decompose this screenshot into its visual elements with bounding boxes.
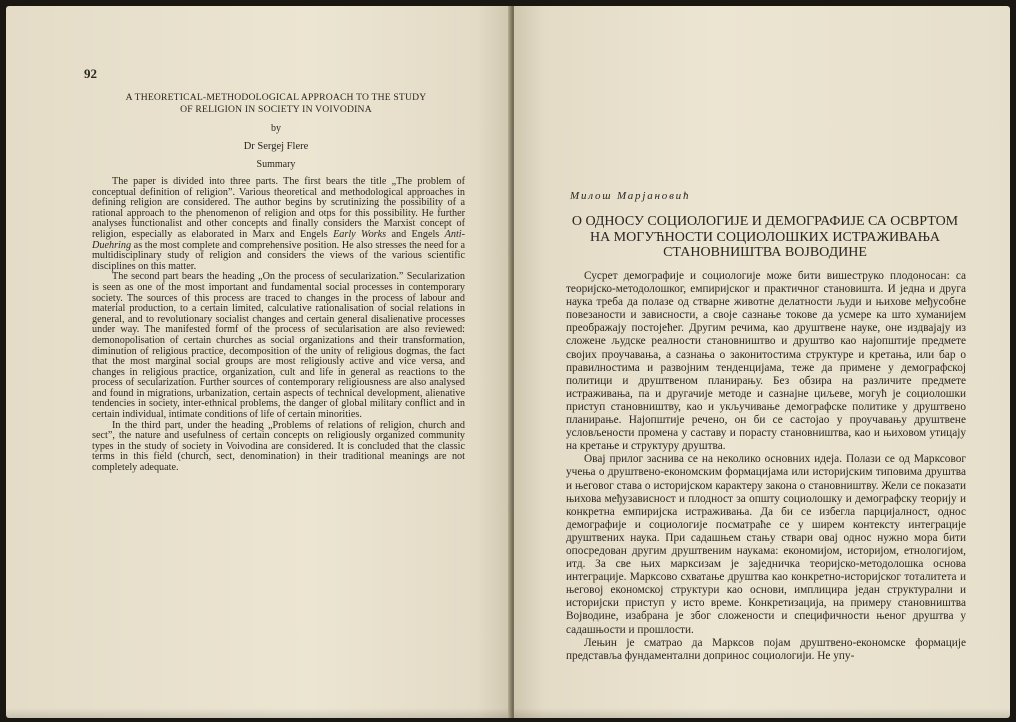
title-line: О ОДНОСУ СОЦИОЛОГИЈЕ И ДЕМОГРАФИЈЕ СА ОСВРТОМ — [571, 214, 959, 229]
title-line: A THEORETICAL-METHODOLOGICAL APPROACH TO THE STUDY — [125, 92, 427, 103]
article-author: Милош Марјановић — [570, 190, 691, 202]
article-paragraph-3: Лењин је сматрао да Марксов појам друштвено-економске формације представља фундаментални допринос социологији. Не упу- — [566, 636, 966, 662]
summary-paragraph-1: The paper is divided into three parts. The first bears the title „The problem of conceptual definition of religion”. Various theoretical and methodological approaches in defining religion are considered. The author begins by scrutinizing the possibility of a rational approach to the phenomenon of religion and otps for this possibility. He further analyses functionalist and other concepts and finally considers the Marxist concept of religion, especially as elaborated in Marx and Engels Early Works and Engels Anti-Duehring as the most complete and comprehensive position. He also stresses the need for a multidisciplinary study of religion and considers the views of the various scientific disciplines on this matter. — [92, 176, 465, 272]
summary-body — [92, 177, 465, 474]
summary-paragraph-2: The second part bears the heading „On the process of secularization.” Secularization is seen as one of the most important and fundamental social processes in contemporary society. The sources of this process are traced to changes in the process of labour and material production, to a certain limited, calculative rationalisation of social relations in general, and to revolutionary socialist changes and certain general disalienative processes under way. The manifested formf of the process of secularisation are also reviewed: demonopolisation of certain churches as social organizations and their transformation, diminution of religious practice, decomposition of the unity of religious dogmas, the fact that the most marginal social groups are most religiously active and vice versa, and changes in religious practice, organization, cult and life in general as reactions to the process of secularization. Further sources of contemporary religiousness are also analysed and found in migrations, urbanization, certain aspects of technical development, alienative tendencies in society, inter-ethnical problems, the danger of global military conflict and in certain individual, intimate conditions of life of certain minorities. — [92, 271, 465, 421]
summary-paragraph-3: In the third part, under the heading „Problems of relations of religion, church and sect”, the nature and usefulness of certain concepts on religiously organized community types in the study of society in Voivodina are considered. It is concluded that the classic terms in this field (church, sect, denomination) in their traditional meanings are not completely adequate. — [92, 419, 465, 474]
italic-work-title: Early Works — [333, 228, 387, 240]
article-body — [566, 270, 966, 663]
title-line: OF RELIGION IN SOCIETY IN VOIVODINA — [180, 104, 372, 115]
page-number: 92 — [84, 66, 97, 81]
summary-heading: Summary — [256, 159, 296, 170]
title-line: СТАНОВНИШТВА ВОЈВОДИНЕ — [663, 245, 867, 260]
article-paragraph-2: Овај прилог заснива се на неколико основних идеја. Полази се од Марксовог учења о друштвено-економским формацијама или историјским типовима друштва и његовог става о историјском карактеру закона о становништву. Жели се показати њихова међузависност и плодност за општу социолошку и демографску теорију и конкретна емпиријска истраживања. Да би се избегла парцијалност, однос демографије и социологије посматраће се у ширем контексту интеграције друштвених наука. При садашњем стању ствари овај однос нужно мора бити опосредован другим друштвеним наукама: економијом, историјом, етнологијом, итд. За све њих марксизам је заједничка теоријско-методолошка основа интеграције. Марксово схватање друштва као конкретно-историјског тоталитета и његовој економској структури као основи, имплицира један структурални и историјски приступ у исто време. Конкретизација, на примеру становништва Војводине, изабрана је због сложености и специфичности њеног друштва у садашњости и прошлости. — [566, 453, 966, 636]
article-title-english — [102, 92, 450, 116]
article-title-serbian — [564, 214, 966, 261]
article-paragraph-1: Сусрет демографије и социологије може бити вишеструко плодоносан: са теоријско-методолошког, емпиријског и практичног становишта. И једна и друга наука треба да полазе од стварне животне делатности људи и њихове међусобне повезаности и зависности, а своје сазнање токове да усмере ка што хуманијем преображају постојећег. Другим речима, као друштвене науке, оне издвајају из сложене људске реалности становништво и друштво као најопштије предмете својих проучавања, а сазнања о законитостима структуре и кретања, или бар о правилностима и развојним тенденцијама, теже да примене у демографској политици и друштвеном планирању. Без обзира на различите предмете истраживања, па и другачије методе и сазнајне циљеве, могућ је социолошки приступ становништву, као и укључивање демографске политике у друштвено планирање. Најопштије речено, он би се састојао у проучавању друштвене условљености промена у саставу и порасту становништва, као и њиховом утицају на кретање и структуру друштва. — [566, 270, 966, 453]
title-line: НА МОГУЋНОСТИ СОЦИОЛОШКИХ ИСТРАЖИВАЊА — [589, 229, 941, 245]
italic-work-title: Anti-Duehring — [92, 228, 465, 251]
author-name: Dr Sergej Flere — [243, 141, 309, 152]
left-page — [6, 6, 512, 718]
right-page — [514, 6, 1010, 718]
byline-label: by — [271, 123, 281, 134]
